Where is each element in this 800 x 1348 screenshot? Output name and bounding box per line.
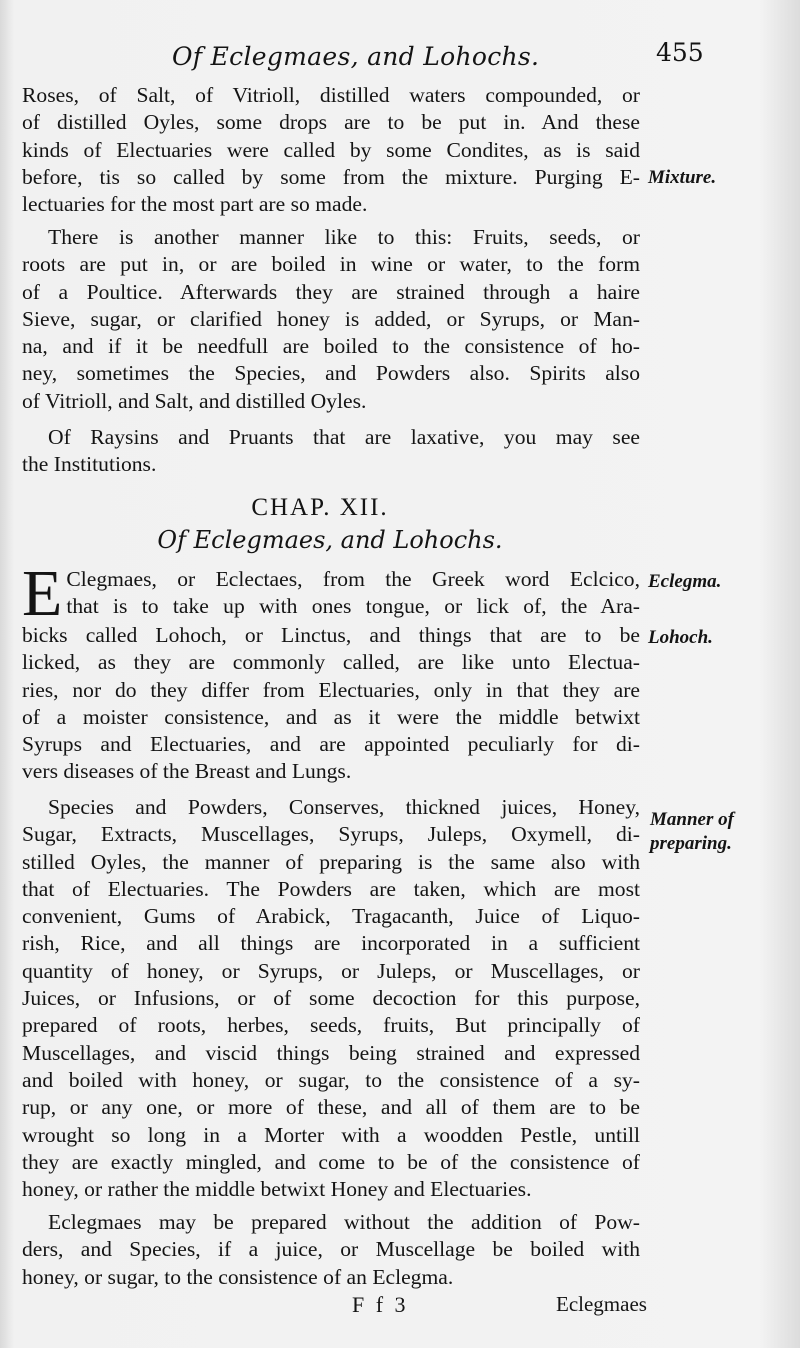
text-line: na, and if it be needfull are boiled to the consistence of ho-: [22, 334, 640, 359]
text-line: ders, and Species, if a juice, or Muscellage be boiled with: [22, 1237, 640, 1262]
text-line: honey, or rather the middle betwixt Honey and Electuaries.: [22, 1177, 532, 1202]
text-line: that is to take up with ones tongue, or lick of, the Ara-: [66, 594, 640, 619]
paragraph-raysins: [22, 424, 640, 479]
text-line: lectuaries for the most part are so made.: [22, 192, 368, 217]
text-line: rish, Rice, and all things are incorporated in a sufficient: [22, 931, 640, 956]
text-line: ney, sometimes the Species, and Powders also. Spirits also: [22, 361, 640, 386]
text-line: Of Raysins and Pruants that are laxative, you may see: [48, 425, 640, 449]
catchword: Eclegmaes: [556, 1292, 647, 1316]
text-line: of a Poultice. Afterwards they are strained through a haire: [22, 279, 640, 304]
text-line: stilled Oyles, the manner of preparing is the same also with: [22, 849, 640, 874]
text-line: of Vitrioll, and Salt, and distilled Oyles.: [22, 388, 367, 413]
text-line: roots are put in, or are boiled in wine or water, to the form: [22, 252, 640, 277]
text-line: Sieve, sugar, or clarified honey is added, or Syrups, or Man-: [22, 306, 640, 331]
text-line: ries, nor do they differ from Electuaries, only in that they are: [22, 677, 640, 702]
text-line: There is another manner like to this: Fruits, seeds, or: [48, 225, 640, 249]
marginal-note-manner-of-preparing: [650, 808, 734, 856]
paragraph-continuation: [22, 82, 640, 218]
paragraph-manner-of-preparing: [22, 794, 640, 1203]
text-line: before, tis so called by some from the mixture. Purging E-: [22, 164, 640, 189]
text-line: Eclegmaes may be prepared without the addition of Pow-: [48, 1210, 640, 1234]
page-number: 455: [656, 38, 704, 67]
chapter-number: CHAP. XII.: [251, 494, 389, 521]
paragraph-eclegmaes-definition: [22, 557, 640, 786]
text-line: Syrups and Electuaries, and are appointed peculiarly for di-: [22, 732, 640, 757]
text-line: Species and Powders, Conserves, thickned juices, Honey,: [48, 795, 640, 819]
chapter-title: Of Eclegmaes, and Lohochs.: [157, 526, 503, 554]
text-line: of distilled Oyles, some drops are to be put in. And these: [22, 110, 640, 135]
text-line: Muscellages, and viscid things being strained and expressed: [22, 1040, 640, 1065]
drop-cap: E: [22, 557, 63, 630]
text-line: honey, or sugar, to the consistence of an Eclegma.: [22, 1264, 454, 1289]
text-line: wrought so long in a Morter with a woodden Pestle, untill: [22, 1122, 640, 1147]
text-line: of a moister consistence, and as it were the middle betwixt: [22, 704, 640, 729]
text-line: Juices, or Infusions, or of some decoction for this purpose,: [22, 986, 640, 1011]
text-line: Roses, of Salt, of Vitrioll, distilled waters compounded, or: [22, 83, 640, 107]
marginal-note-line: preparing.: [650, 833, 732, 854]
text-line: quantity of honey, or Syrups, or Juleps, or Muscellages, or: [22, 958, 640, 983]
text-line: prepared of roots, herbes, seeds, fruits, But principally of: [22, 1013, 640, 1038]
text-line: that of Electuaries. The Powders are taken, which are most: [22, 876, 640, 901]
text-line: and boiled with honey, or sugar, to the consistence of a sy-: [22, 1067, 640, 1092]
running-title: Of Eclegmaes, and Lohochs.: [172, 42, 540, 71]
paragraph-without-powders: [22, 1209, 640, 1291]
text-line: convenient, Gums of Arabick, Tragacanth, Juice of Liquo-: [22, 904, 640, 929]
text-line: vers diseases of the Breast and Lungs.: [22, 759, 352, 784]
marginal-note-eclegma: Eclegma.: [648, 571, 722, 592]
marginal-note-mixture: Mixture.: [648, 167, 717, 188]
marginal-note-line: Manner of: [650, 809, 734, 830]
text-line: Sugar, Extracts, Muscellages, Syrups, Juleps, Oxymell, di-: [22, 822, 640, 847]
text-line: they are exactly mingled, and come to be of the consistence of: [22, 1149, 640, 1174]
text-line: rup, or any one, or more of these, and all of them are to be: [22, 1095, 640, 1120]
text-line: bicks called Lohoch, or Linctus, and things that are to be: [22, 623, 640, 647]
marginal-note-lohoch: Lohoch.: [648, 627, 713, 648]
text-line: kinds of Electuaries were called by some Condites, as is said: [22, 137, 640, 162]
signature-mark: F f 3: [352, 1292, 409, 1317]
text-line: Clegmaes, or Eclectaes, from the Greek word Eclcico,: [66, 567, 640, 591]
paragraph-poultice: [22, 224, 640, 415]
text-line: licked, as they are commonly called, are like unto Electua-: [22, 650, 640, 675]
text-line: the Institutions.: [22, 452, 157, 477]
running-head: [0, 34, 800, 74]
